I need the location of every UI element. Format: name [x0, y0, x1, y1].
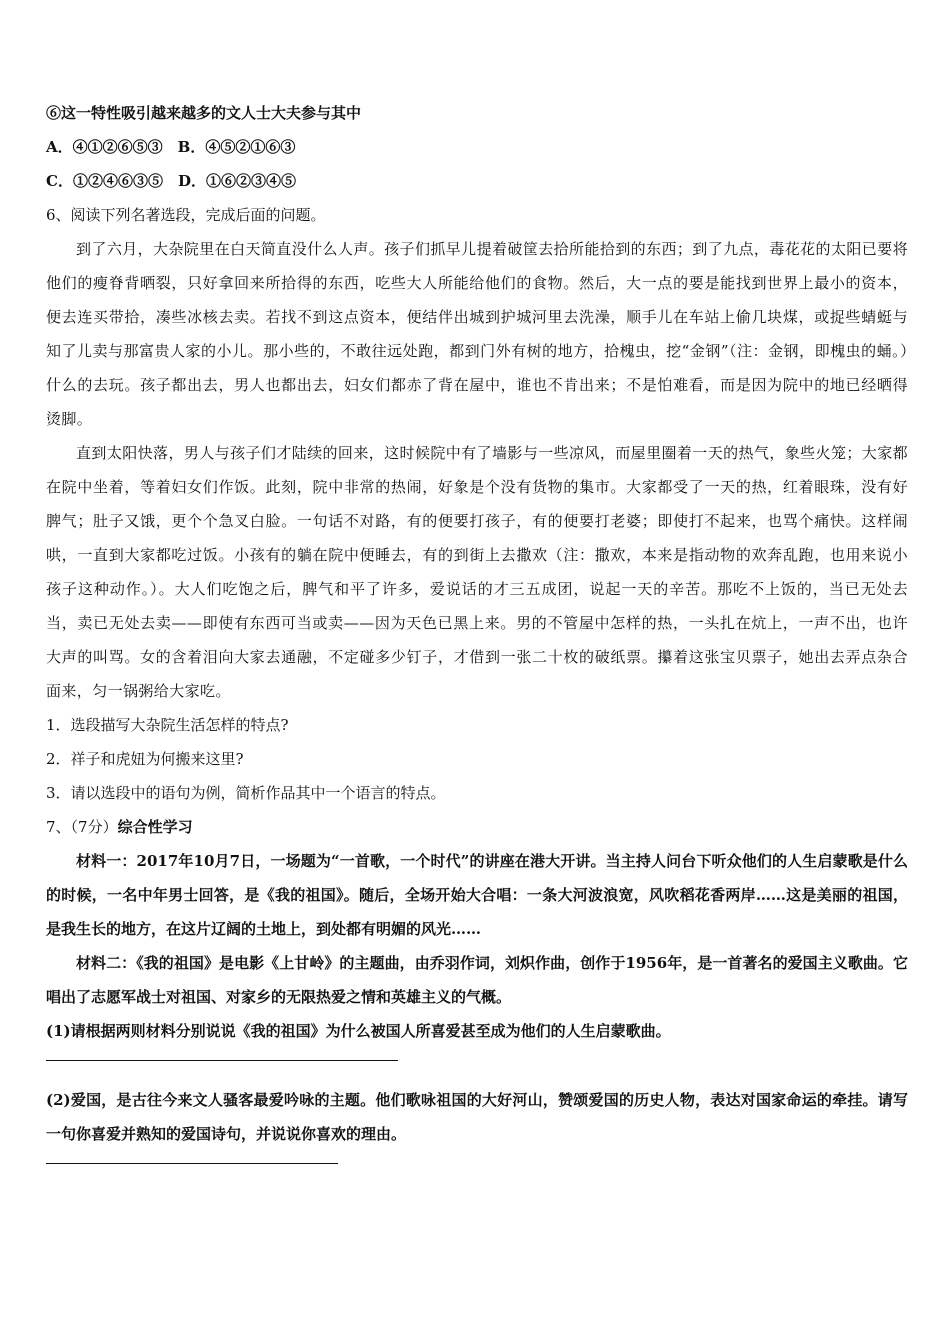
q6-question-3: 3．请以选段中的语句为例，简析作品其中一个语言的特点。	[46, 784, 446, 802]
q6-question-2: 2．祥子和虎妞为何搬来这里?	[46, 750, 244, 768]
q6-prompt: 6、阅读下列名著选段，完成后面的问题。	[46, 206, 326, 224]
q5-options-row-1: A．④①②⑥⑤③ B．④⑤②①⑥③	[46, 138, 296, 156]
q6-passage-paragraph-2: 直到太阳快落，男人与孩子们才陆续的回来，这时候院中有了墙影与一些凉风，而屋里圈着一天的热气，象些火笼；大家都在院中坐着，等着妇女们作饭。此刻，院中非常的热闹，好象是个没有货物的集市。大家都受了一天的热，红着眼珠，没有好脾气；肚子又饿，更个个急叉白脸。一句话不对路，有的便要打孩子，有的便要打老婆；即使打不起来，也骂个痛快。这样闹哄，一直到大家都吃过饭。小孩有的躺在院中便睡去，有的到街上去撒欢（注：撒欢，本来是指动物的欢奔乱跑，也用来说小孩子这种动作。）。大人们吃饱之后，脾气和平了许多，爱说话的才三五成团，说起一天的辛苦。那吃不上饭的，当已无处去当，卖已无处去卖——即使有东西可当或卖——因为天色已黑上来。男的不管屋中怎样的热，一头扎在炕上，一声不出，也许大声的叫骂。女的含着泪向大家去通融，不定碰多少钉子，才借到一张二十枚的破纸票。攥着这张宝贝票子，她出去弄点杂合面来，匀一锅粥给大家吃。	[46, 444, 908, 700]
q6-passage-paragraph-1: 到了六月，大杂院里在白天简直没什么人声。孩子们抓早儿提着破筐去拾所能拾到的东西；到了九点，毒花花的太阳已要将他们的瘦脊背晒裂，只好拿回来所拾得的东西，吃些大人所能给他们的食物。然后，大一点的要是能找到世界上最小的资本，便去连买带拾，凑些冰核去卖。若找不到这点资本，便结伴出城到护城河里去洗澡，顺手儿在车站上偷几块煤，或捉些蜻蜓与知了儿卖与那富贵人家的小儿。那小些的，不敢往远处跑，都到门外有树的地方，拾槐虫，挖“金钢”（注：金钢，即槐虫的蛹。）什么的去玩。孩子都出去，男人也都出去，妇女们都赤了背在屋中，谁也不肯出来；不是怕难看，而是因为院中的地已经晒得烫脚。	[46, 240, 908, 428]
q7-prompt-title: 综合性学习	[117, 818, 193, 836]
document-page	[46, 96, 908, 1186]
q7-material-2: 材料二：《我的祖国》是电影《上甘岭》的主题曲，由乔羽作词，刘炽作曲，创作于1956年，是一首著名的爱国主义歌曲。它唱出了志愿军战士对祖国、对家乡的无限热爱之情和英雄主义的气概。	[46, 954, 908, 1006]
q5-options-row-2: C．①②④⑥③⑤ D．①⑥②③④⑤	[46, 172, 296, 190]
q7-subquestion-1: (1)请根据两则材料分别说说《我的祖国》为什么被国人所喜爱甚至成为他们的人生启蒙歌曲。	[46, 1022, 671, 1040]
q7-subquestion-2: (2)爱国，是古往今来文人骚客最爱吟咏的主题。他们歌咏祖国的大好河山，赞颂爱国的历史人物，表达对国家命运的牵挂。请写一句你喜爱并熟知的爱国诗句，并说说你喜欢的理由。	[46, 1091, 908, 1143]
q7-prompt	[46, 810, 908, 844]
q7-material-1: 材料一：2017年10月7日，一场题为“一首歌，一个时代”的讲座在港大开讲。当主持人问台下听众他们的人生启蒙歌是什么的时候，一名中年男士回答，是《我的祖国》。随后，全场开始大合唱：一条大河波浪宽，风吹稻花香两岸……这是美丽的祖国，是我生长的地方，在这片辽阔的土地上，到处都有明媚的风光……	[46, 852, 908, 938]
answer-blank-2[interactable]	[46, 1163, 338, 1164]
q5-item-6: ⑥这一特性吸引越来越多的文人士大夫参与其中	[46, 104, 362, 122]
q7-prompt-prefix: 7、（7分）	[46, 818, 118, 836]
q6-question-1: 1．选段描写大杂院生活怎样的特点?	[46, 716, 289, 734]
answer-blank-1[interactable]	[46, 1060, 398, 1061]
